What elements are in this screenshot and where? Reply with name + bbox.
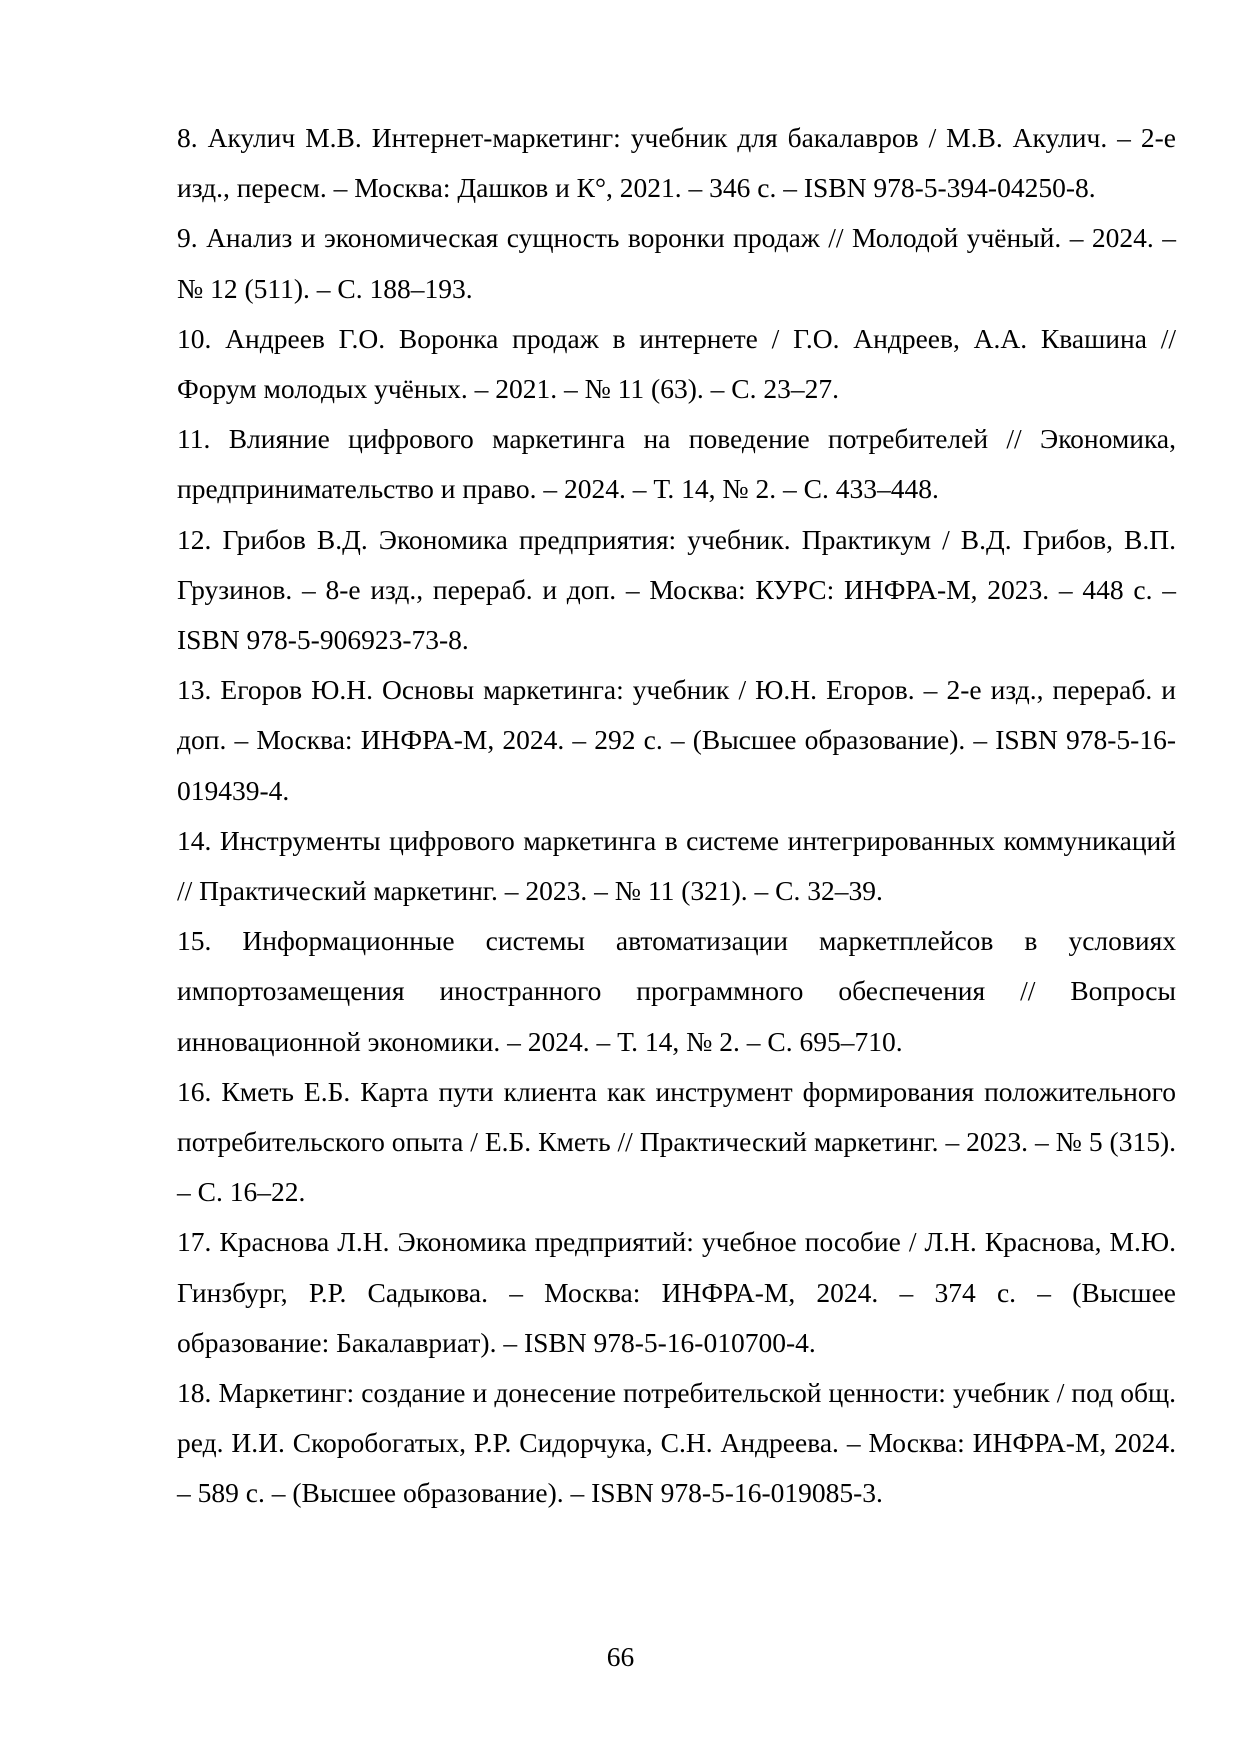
reference-item: 18. Маркетинг: создание и донесение потребительской ценности: учебник / под общ. ред. И.И. Скоробогатых, Р.Р. Сидорчука, С.Н. Андреева. – Москва: ИНФРА-М, 2024. – 589 с. – (Высшее образование). – ISBN 978-5-16-019085-3. (177, 1377, 1176, 1509)
reference-item: 15. Информационные системы автоматизации маркетплейсов в условиях импортозамещения иностранного программного обеспечения // Вопросы инновационной экономики. – 2024. – Т. 14, № 2. – С. 695–710. (177, 925, 1176, 1057)
reference-item: 14. Инструменты цифрового маркетинга в системе интегрированных коммуникаций // Практический маркетинг. – 2023. – № 11 (321). – С. 32–39. (177, 824, 1176, 907)
reference-item: 17. Краснова Л.Н. Экономика предприятий: учебное пособие / Л.Н. Краснова, М.Ю. Гинзбург, Р.Р. Садыкова. – Москва: ИНФРА-М, 2024. – 374 с. – (Высшее образование: Бакалавриат). – ISBN 978-5-16-010700-4. (177, 1226, 1176, 1358)
reference-item: 12. Грибов В.Д. Экономика предприятия: учебник. Практикум / В.Д. Грибов, В.П. Грузинов. – 8-е изд., перераб. и доп. – Москва: КУРС: ИНФРА-М, 2023. – 448 с. – ISBN 978-5-906923-73-8. (177, 523, 1176, 656)
reference-item: 11. Влияние цифрового маркетинга на поведение потребителей // Экономика, предпринимательство и право. – 2024. – Т. 14, № 2. – С. 433–448. (177, 423, 1176, 505)
reference-list (177, 113, 1176, 1519)
page-number: 66 (606, 1641, 635, 1672)
reference-item: 8. Акулич М.В. Интернет-маркетинг: учебник для бакалавров / М.В. Акулич. – 2-е изд., пересм. – Москва: Дашков и К°, 2021. – 346 с. – ISBN 978-5-394-04250-8. (177, 122, 1176, 204)
reference-item: 13. Егоров Ю.Н. Основы маркетинга: учебник / Ю.Н. Егоров. – 2-е изд., перераб. и доп. – Москва: ИНФРА-М, 2024. – 292 с. – (Высшее образование). – ISBN 978-5-16-019439-4. (177, 674, 1176, 806)
reference-item: 9. Анализ и экономическая сущность воронки продаж // Молодой учёный. – 2024. – № 12 (511). – С. 188–193. (177, 222, 1176, 304)
reference-item: 16. Кметь Е.Б. Карта пути клиента как инструмент формирования положительного потребительского опыта / Е.Б. Кметь // Практический маркетинг. – 2023. – № 5 (315). – С. 16–22. (177, 1075, 1176, 1208)
reference-item: 10. Андреев Г.О. Воронка продаж в интернете / Г.О. Андреев, А.А. Квашина // Форум молодых учёных. – 2021. – № 11 (63). – С. 23–27. (177, 322, 1176, 405)
